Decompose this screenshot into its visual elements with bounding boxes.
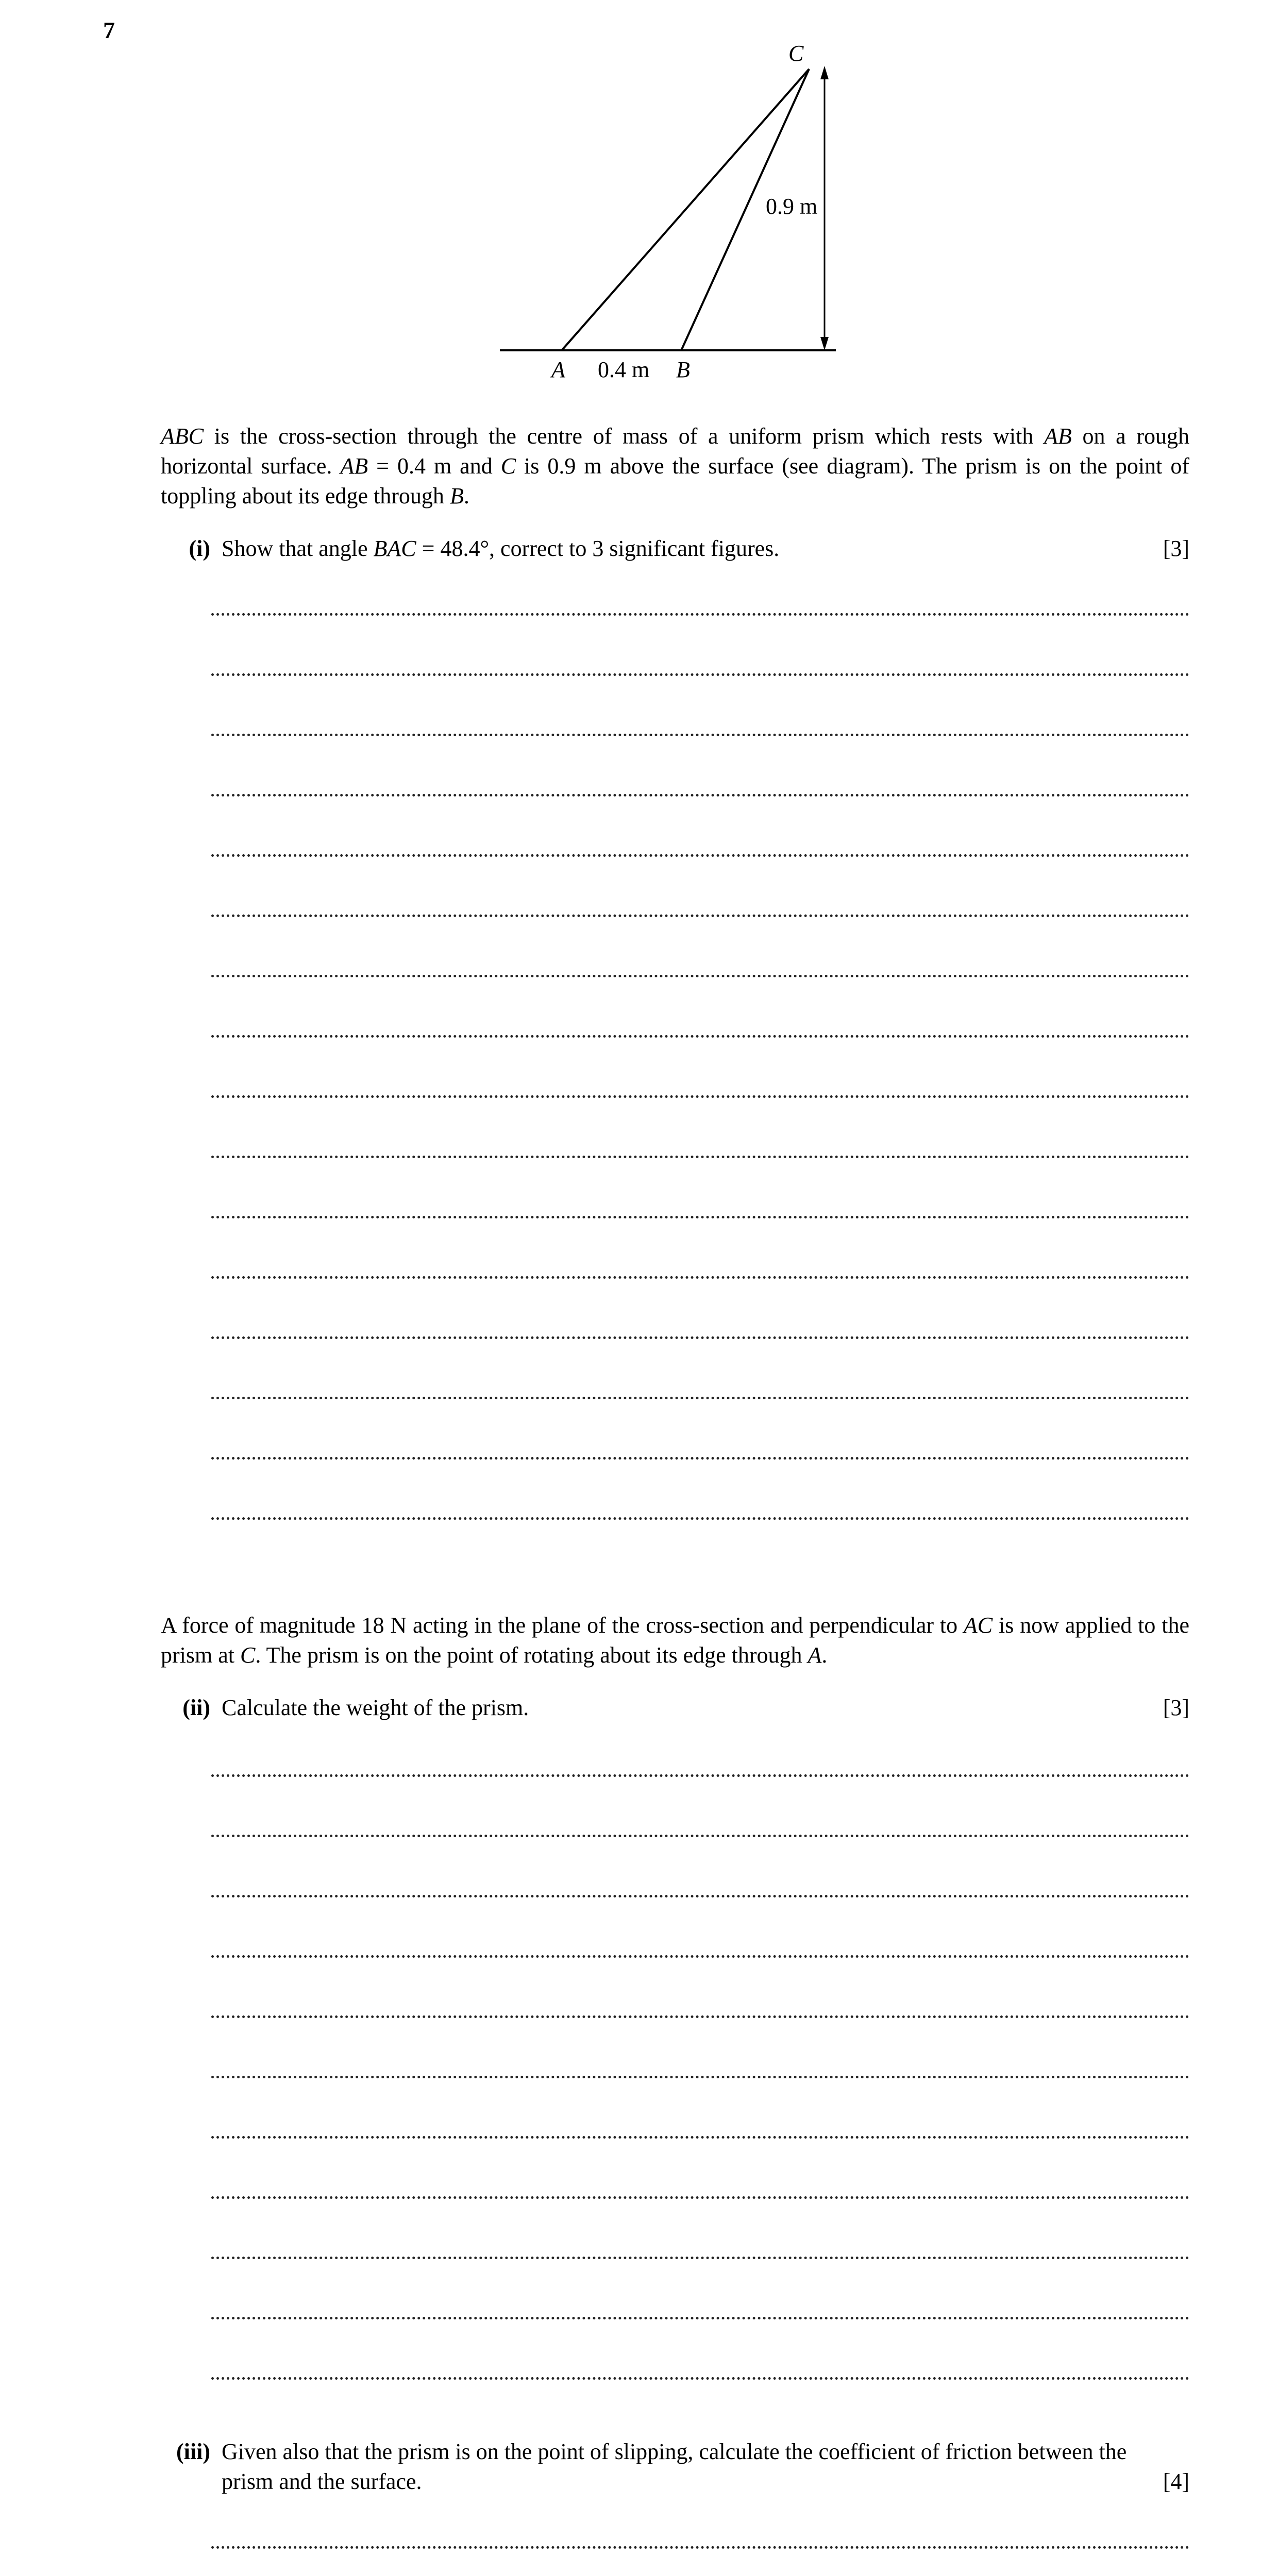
arrowhead-up-icon bbox=[820, 66, 829, 79]
answer-line[interactable] bbox=[211, 1216, 1189, 1218]
answer-line[interactable] bbox=[211, 975, 1189, 977]
answer-line[interactable] bbox=[211, 794, 1189, 796]
label-c: C bbox=[788, 41, 804, 66]
answer-line[interactable] bbox=[211, 1336, 1189, 1339]
prism-diagram bbox=[484, 36, 845, 386]
answer-line[interactable] bbox=[211, 1895, 1189, 1897]
label-ab-length: 0.4 m bbox=[598, 357, 650, 382]
answer-line[interactable] bbox=[211, 2546, 1189, 2549]
part-i-marks: [3] bbox=[1163, 536, 1189, 561]
answer-line[interactable] bbox=[211, 2015, 1189, 2018]
answer-line[interactable] bbox=[211, 2377, 1189, 2380]
part-i-question: Show that angle BAC = 48.4°, correct to 3 significant figures. bbox=[222, 536, 780, 561]
arrowhead-down-icon bbox=[820, 337, 829, 350]
part-iii-marks: [4] bbox=[1163, 2469, 1189, 2494]
label-height: 0.9 m bbox=[766, 194, 818, 219]
part-iii bbox=[149, 2437, 1189, 2497]
answer-line[interactable] bbox=[211, 2317, 1189, 2319]
answer-line[interactable] bbox=[211, 854, 1189, 857]
answer-line[interactable] bbox=[211, 1835, 1189, 1837]
label-b: B bbox=[676, 357, 690, 382]
answer-line[interactable] bbox=[211, 673, 1189, 676]
question-number: 7 bbox=[103, 17, 115, 43]
part-i-label: (i) bbox=[189, 536, 210, 561]
label-a: A bbox=[551, 357, 565, 382]
answer-line[interactable] bbox=[211, 1397, 1189, 1399]
answer-line[interactable] bbox=[211, 2257, 1189, 2259]
part-ii-question: Calculate the weight of the prism. bbox=[222, 1695, 529, 1720]
answer-line[interactable] bbox=[211, 914, 1189, 917]
answer-line[interactable] bbox=[211, 1517, 1189, 1520]
intro-paragraph: ABC is the cross-section through the centre of mass of a uniform prism which rests with AB on a rough horizontal surface. AB = 0.4 m and C is 0.9 m above the surface (see diagram). The prism is on the point of toppling about its edge through B. bbox=[161, 423, 1189, 509]
part-iii-label: (iii) bbox=[176, 2439, 210, 2464]
answer-line[interactable] bbox=[211, 2196, 1189, 2199]
answer-line[interactable] bbox=[211, 1156, 1189, 1158]
answer-line[interactable] bbox=[211, 1035, 1189, 1038]
part-ii-marks: [3] bbox=[1163, 1695, 1189, 1720]
part-ii-answer-lines[interactable] bbox=[211, 1774, 1189, 2387]
answer-line[interactable] bbox=[211, 2076, 1189, 2078]
middle-paragraph: A force of magnitude 18 N acting in the plane of the cross-section and perpendicular to AC is now applied to the prism at C. The prism is on the point of rotating about its edge through A. bbox=[161, 1613, 1189, 1668]
part-i-answer-lines[interactable] bbox=[211, 613, 1189, 1520]
part-iii-question: Given also that the prism is on the point of slipping, calculate the coefficient of friction between the prism and the surface. bbox=[222, 2439, 1127, 2494]
part-ii bbox=[149, 1693, 1189, 1723]
answer-line[interactable] bbox=[211, 2136, 1189, 2139]
answer-line[interactable] bbox=[211, 1457, 1189, 1460]
answer-line[interactable] bbox=[211, 734, 1189, 736]
answer-line[interactable] bbox=[211, 1774, 1189, 1777]
part-i bbox=[149, 534, 1189, 564]
answer-line[interactable] bbox=[211, 1276, 1189, 1279]
answer-line[interactable] bbox=[211, 1095, 1189, 1098]
part-ii-label: (ii) bbox=[182, 1695, 210, 1720]
part-iii-answer-lines[interactable] bbox=[211, 2546, 1189, 2576]
answer-line[interactable] bbox=[211, 613, 1189, 616]
answer-line[interactable] bbox=[211, 1955, 1189, 1958]
